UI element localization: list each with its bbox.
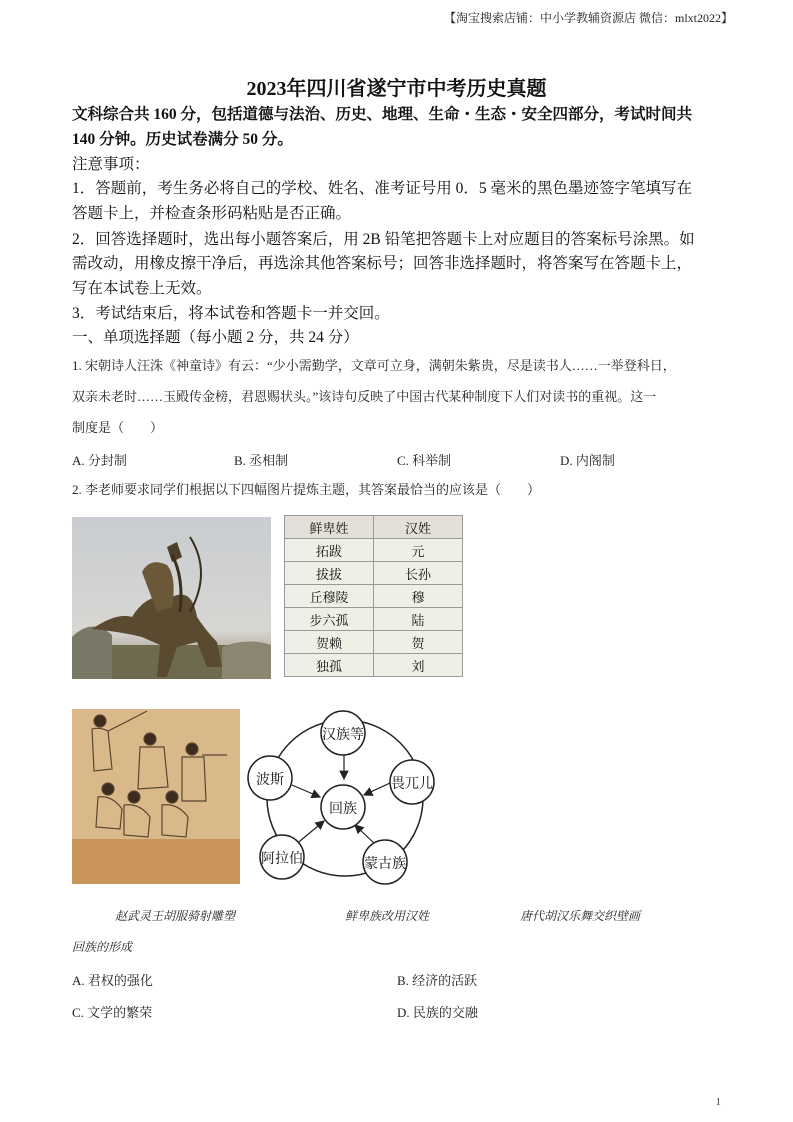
table-row bbox=[285, 585, 463, 608]
diagram-center: 回族 bbox=[329, 801, 357, 817]
header-note: 【淘宝搜索店铺：中小学教辅资源店 微信：mlxt2022】 bbox=[443, 11, 733, 25]
surname-table-image bbox=[284, 515, 463, 677]
surname-table bbox=[284, 515, 463, 677]
han-surname: 元 bbox=[374, 539, 463, 562]
page-number: 1 bbox=[715, 1096, 721, 1108]
notice-item: 1．答题前，考生务必将自己的学校、姓名、准考证号用 0．5 毫米的黑色墨迹签字笔填写在 bbox=[72, 180, 693, 197]
table-header: 鲜卑姓 bbox=[285, 516, 374, 539]
xianbei-surname: 独孤 bbox=[285, 654, 374, 677]
q1-stem-line: 制度是（ ） bbox=[72, 420, 164, 435]
q1-stem-line: 1. 宋朝诗人汪洙《神童诗》有云：“少小需勤学，文章可立身，满朝朱紫贵，尽是读书人……一举登科日， bbox=[72, 358, 676, 373]
intro-line-1: 文科综合共 160 分，包括道德与法治、历史、地理、生命・生态・安全四部分，考试时间共 bbox=[72, 106, 693, 123]
notice-item: 3．考试结束后，将本试卷和答题卡一并交回。 bbox=[72, 305, 390, 322]
hui-formation-diagram bbox=[240, 703, 450, 893]
diagram-node: 汉族等 bbox=[322, 727, 364, 743]
diagram-node: 波斯 bbox=[256, 772, 284, 788]
q1-stem-line: 双亲未老时……玉殿传金榜，君恩赐状头。”该诗句反映了中国古代某种制度下人们对读书的重视。这一 bbox=[72, 389, 657, 404]
han-surname: 穆 bbox=[374, 585, 463, 608]
q1-option-a[interactable]: A. 分封制 bbox=[72, 453, 127, 468]
table-row bbox=[285, 539, 463, 562]
q1-option-c[interactable]: C. 科举制 bbox=[397, 453, 452, 468]
han-surname: 长孙 bbox=[374, 562, 463, 585]
xianbei-surname: 拓跋 bbox=[285, 539, 374, 562]
q1-option-d[interactable]: D. 内阁制 bbox=[560, 453, 615, 468]
notice-item: 需改动，用橡皮擦干净后，再选涂其他答案标号；回答非选择题时，将答案写在答题卡上， bbox=[72, 255, 693, 272]
q2-option-d[interactable]: D. 民族的交融 bbox=[397, 1005, 478, 1020]
notice-item: 写在本试卷上无效。 bbox=[72, 280, 212, 297]
statue-image bbox=[72, 517, 271, 679]
caption-surnames: 鲜卑族改用汉姓 bbox=[345, 909, 430, 923]
q2-option-a[interactable]: A. 君权的强化 bbox=[72, 973, 153, 988]
q1-option-b[interactable]: B. 丞相制 bbox=[234, 453, 289, 468]
q2-option-b[interactable]: B. 经济的活跃 bbox=[397, 973, 478, 988]
diagram-node: 阿拉伯 bbox=[261, 851, 303, 867]
section-heading: 一、单项选择题（每小题 2 分，共 24 分） bbox=[72, 329, 359, 346]
notice-item: 答题卡上，并检查条形码粘贴是否正确。 bbox=[72, 205, 352, 222]
table-row bbox=[285, 562, 463, 585]
table-row bbox=[285, 631, 463, 654]
page-title: 2023年四川省遂宁市中考历史真题 bbox=[246, 78, 547, 100]
xianbei-surname: 丘穆陵 bbox=[285, 585, 374, 608]
xianbei-surname: 步六孤 bbox=[285, 608, 374, 631]
han-surname: 陆 bbox=[374, 608, 463, 631]
caption-hui: 回族的形成 bbox=[72, 940, 133, 954]
notice-item: 2．回答选择题时，选出每小题答案后，用 2B 铅笔把答题卡上对应题目的答案标号涂黑。如 bbox=[72, 231, 695, 248]
diagram-node: 畏兀儿 bbox=[391, 776, 433, 792]
han-surname: 贺 bbox=[374, 631, 463, 654]
intro-line-2: 140 分钟。历史试卷满分 50 分。 bbox=[72, 131, 293, 148]
xianbei-surname: 贺赖 bbox=[285, 631, 374, 654]
xianbei-surname: 拔拔 bbox=[285, 562, 374, 585]
notice-heading: 注意事项： bbox=[72, 156, 150, 173]
diagram-node: 蒙古族 bbox=[364, 856, 406, 872]
caption-mural: 唐代胡汉乐舞交织壁画 bbox=[520, 909, 641, 923]
han-surname: 刘 bbox=[374, 654, 463, 677]
table-row bbox=[285, 654, 463, 677]
q2-stem: 2. 李老师要求同学们根据以下四幅图片提炼主题，其答案最恰当的应该是（ ） bbox=[72, 482, 541, 497]
tang-mural-image bbox=[72, 709, 240, 884]
table-header: 汉姓 bbox=[374, 516, 463, 539]
table-row bbox=[285, 608, 463, 631]
q2-option-c[interactable]: C. 文学的繁荣 bbox=[72, 1005, 153, 1020]
caption-statue: 赵武灵王胡服骑射雕塑 bbox=[115, 909, 236, 923]
